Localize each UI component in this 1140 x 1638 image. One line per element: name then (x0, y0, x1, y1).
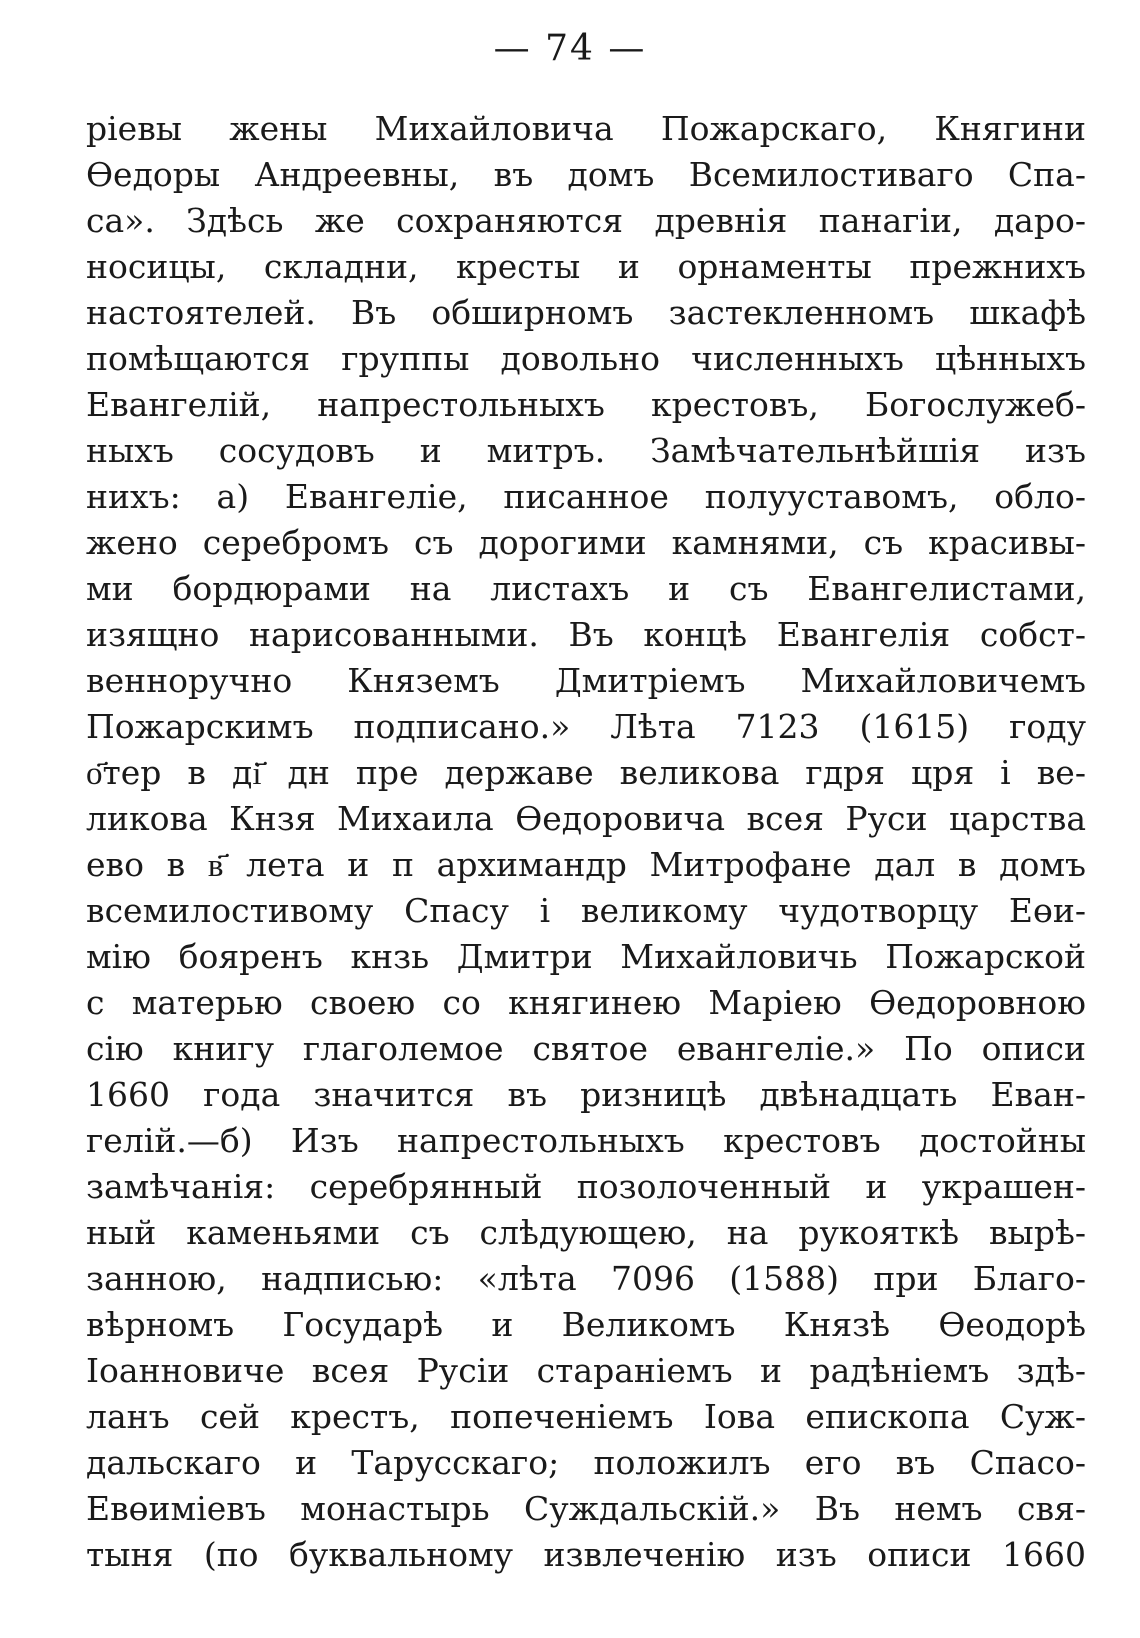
text-line: занною, надписью: «лѣта 7096 (1588) при Благо- (86, 1259, 1086, 1298)
text-line: мію бояренъ кнзь Дмитри Михайловичь Пожарской (86, 937, 1086, 976)
text-line: замѣчанія: серебрянный позолоченный и украшен- (86, 1167, 1086, 1206)
text-line: о҃тер в ді҃ дн пре державе великова гдря цря і ве- (86, 753, 1086, 792)
text-line: Пожарскимъ подписано.» Лѣта 7123 (1615) году (86, 707, 1086, 746)
text-line: всемилостивому Спасу і великому чудотворцу Еөи- (86, 891, 1086, 930)
text-line: дальскаго и Тарусскаго; положилъ его въ Спасо- (86, 1443, 1086, 1482)
text-line: Евөиміевъ монастырь Суждальскій.» Въ немъ свя- (86, 1489, 1086, 1528)
text-line: тыня (по буквальному извлеченію изъ описи 1660 (86, 1535, 1086, 1574)
text-line: ми бордюрами на листахъ и съ Евангелистами, (86, 569, 1086, 608)
text-line: жено серебромъ съ дорогими камнями, съ красивы- (86, 523, 1086, 562)
text-line: ріевы жены Михайловича Пожарскаго, Княгини (86, 109, 1086, 148)
text-line: изящно нарисованными. Въ концѣ Евангелія собст- (86, 615, 1086, 654)
text-line: венноручно Княземъ Дмитріемъ Михайловичемъ (86, 661, 1086, 700)
text-line: ланъ сей крестъ, попеченіемъ Іова епископа Суж- (86, 1397, 1086, 1436)
text-line: с матерью своею со княгинею Маріею Өедоровною (86, 983, 1086, 1022)
text-line: носицы, складни, кресты и орнаменты прежнихъ (86, 247, 1086, 286)
text-line: гелій.—б) Изъ напрестольныхъ крестовъ достойны (86, 1121, 1086, 1160)
text-line: нихъ: а) Евангеліе, писанное полууставомъ, обло- (86, 477, 1086, 516)
text-line: ныхъ сосудовъ и митръ. Замѣчательнѣйшія изъ (86, 431, 1086, 470)
text-line: ный каменьями съ слѣдующею, на рукояткѣ вырѣ- (86, 1213, 1086, 1252)
text-line: ликова Кнзя Михаила Өедоровича всея Руси царства (86, 799, 1086, 838)
text-line: 1660 года значится въ ризницѣ двѣнадцать Еван- (86, 1075, 1086, 1114)
text-line: сію книгу глаголемое святое евангеліе.» По описи (86, 1029, 1086, 1068)
text-line: настоятелей. Въ обширномъ застекленномъ шкафѣ (86, 293, 1086, 332)
body-text (86, 106, 1086, 1578)
text-line: са». Здѣсь же сохраняются древнія панагіи, даро- (86, 201, 1086, 240)
page-number: — 74 — (493, 28, 647, 69)
text-line: Өедоры Андреевны, въ домъ Всемилостиваго Спа- (86, 155, 1086, 194)
text-line: Евангелій, напрестольныхъ крестовъ, Богослужеб- (86, 385, 1086, 424)
text-line: помѣщаются группы довольно численныхъ цѣнныхъ (86, 339, 1086, 378)
text-line: вѣрномъ Государѣ и Великомъ Князѣ Өеодорѣ (86, 1305, 1086, 1344)
text-line: ево в в҃ лета и п архимандр Митрофане дал в домъ (86, 845, 1086, 884)
text-line: Іоанновиче всея Русіи стараніемъ и радѣніемъ здѣ- (86, 1351, 1086, 1390)
